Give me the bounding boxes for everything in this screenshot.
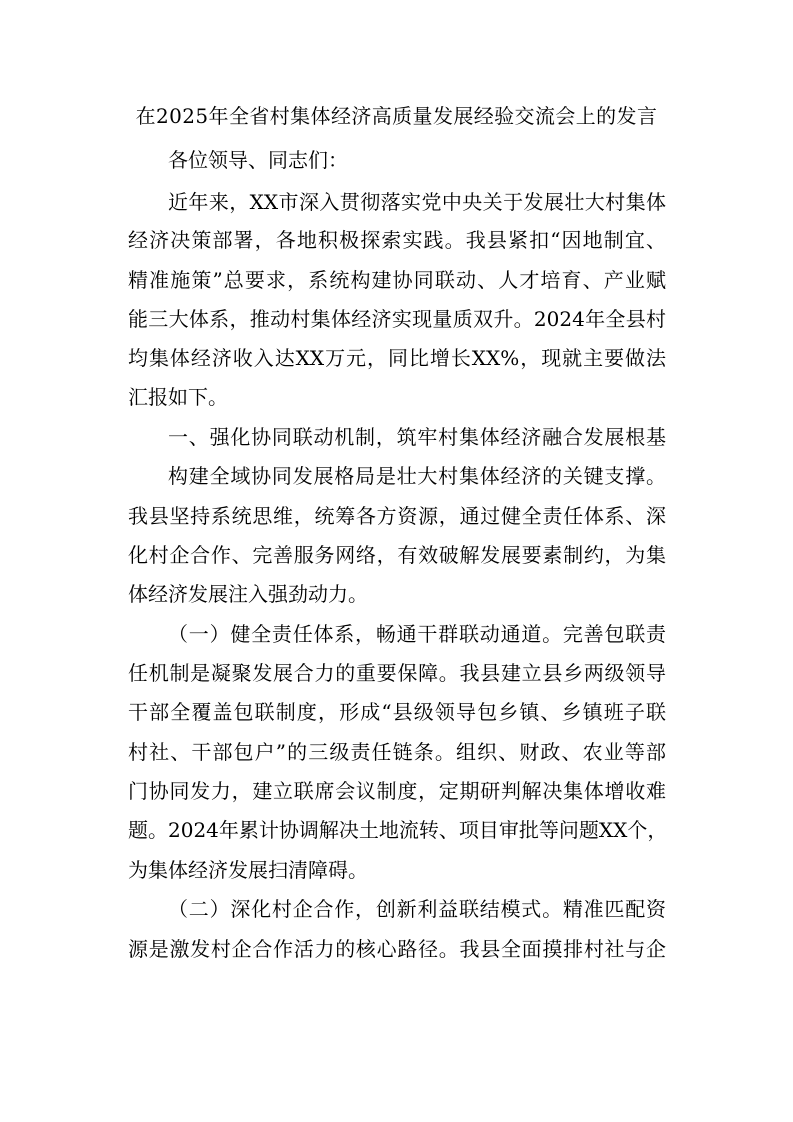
paragraph-line: 能三大体系，推动村集体经济实现量质双升。2024年全县村 — [128, 307, 666, 331]
paragraph-line: 化村企合作、完善服务网络，有效破解发展要素制约，为集 — [128, 543, 666, 567]
paragraph-line: 我县坚持系统思维，统筹各方资源，通过健全责任体系、深 — [128, 504, 666, 528]
paragraph-line: 任机制是凝聚发展合力的重要保障。我县建立县乡两级领导 — [128, 661, 666, 685]
paragraph-line: 均集体经济收入达XX万元，同比增长XX%，现就主要做法 — [128, 346, 666, 370]
salutation-line: 各位领导、同志们： — [168, 148, 348, 172]
document-title: 在2025年全省村集体经济高质量发展经验交流会上的发言 — [135, 104, 658, 128]
paragraph-line: 门协同发力，建立联席会议制度，定期研判解决集体增收难 — [128, 779, 666, 803]
paragraph-line: 干部全覆盖包联制度，形成“县级领导包乡镇、乡镇班子联 — [128, 700, 666, 724]
section-heading: 一、强化协同联动机制，筑牢村集体经济融合发展根基 — [168, 425, 666, 449]
subsection-line: （二）深化村企合作，创新利益联结模式。精准匹配资 — [168, 897, 666, 921]
paragraph-line: 经济决策部署，各地积极探索实践。我县紧扣“因地制宜、 — [128, 228, 666, 252]
paragraph-line: 村社、干部包户”的三级责任链条。组织、财政、农业等部 — [128, 740, 666, 764]
paragraph-line: 构建全域协同发展格局是壮大村集体经济的关键支撑。 — [168, 464, 666, 488]
paragraph-line: 精准施策”总要求，系统构建协同联动、人才培育、产业赋 — [128, 268, 666, 292]
paragraph-line: 为集体经济发展扫清障碍。 — [128, 858, 368, 882]
paragraph-line: 近年来，XX市深入贯彻落实党中央关于发展壮大村集体 — [168, 190, 666, 214]
paragraph-line: 题。2024年累计协调解决土地流转、项目审批等问题XX个， — [128, 818, 668, 842]
paragraph-line: 源是激发村企合作活力的核心路径。我县全面摸排村社与企 — [128, 937, 666, 961]
paragraph-line: 体经济发展注入强劲动力。 — [128, 582, 368, 606]
subsection-line: （一）健全责任体系，畅通干群联动通道。完善包联责 — [168, 622, 666, 646]
paragraph-line: 汇报如下。 — [128, 385, 228, 409]
